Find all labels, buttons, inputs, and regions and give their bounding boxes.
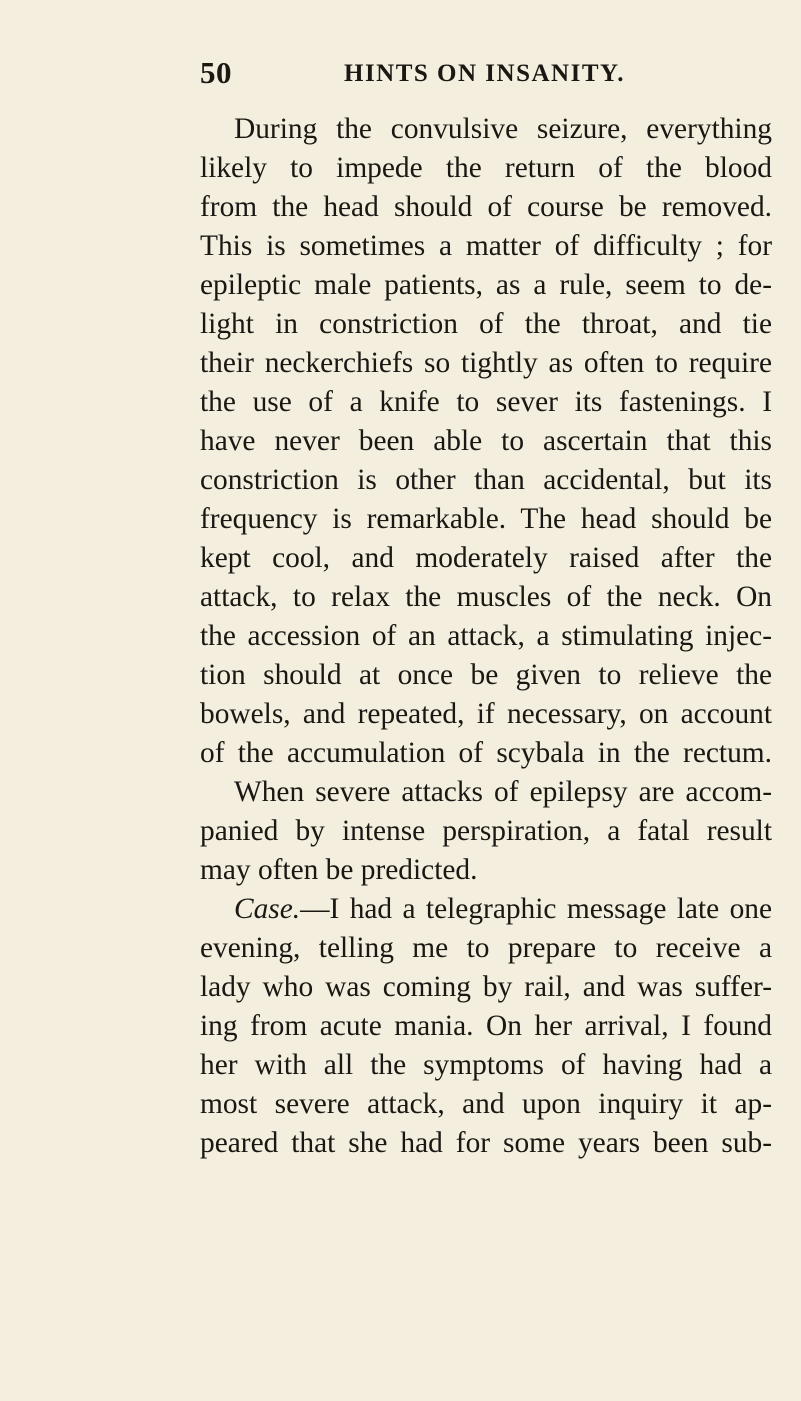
text-line: frequency is remarkable. The head should be [200, 503, 772, 535]
body-text [200, 110, 772, 1163]
text-line: When severe attacks of epilepsy are accom- [234, 776, 772, 808]
text-line: constriction is other than accidental, but its [200, 464, 772, 496]
text-line: may often be predicted. [200, 854, 478, 886]
text-line: most severe attack, and upon inquiry it ap- [200, 1088, 772, 1120]
text-line-case [200, 890, 772, 929]
page-number: 50 [200, 55, 232, 90]
text-line: During the convulsive seizure, everything [234, 113, 772, 145]
text-line: lady who was coming by rail, and was suffer- [200, 971, 772, 1003]
text-line: evening, telling me to prepare to receive a [200, 932, 772, 964]
text-line: light in constriction of the throat, and tie [200, 308, 772, 340]
text-line: have never been able to ascertain that this [200, 425, 772, 457]
text-line: from the head should of course be removed. [200, 191, 772, 223]
text-line: the accession of an attack, a stimulating injec- [200, 620, 772, 652]
text-line: peared that she had for some years been sub- [200, 1127, 772, 1159]
running-title: HINTS ON INSANITY. [344, 60, 626, 87]
text-line: of the accumulation of scybala in the rectum. [200, 737, 772, 769]
text-line: likely to impede the return of the blood [200, 152, 772, 184]
text-line: epileptic male patients, as a rule, seem to de- [200, 269, 772, 301]
text-line: their neckerchiefs so tightly as often to require [200, 347, 772, 379]
text-line: kept cool, and moderately raised after the [200, 542, 772, 574]
text-line: bowels, and repeated, if necessary, on account [200, 698, 772, 730]
text-line: panied by intense perspiration, a fatal result [200, 815, 772, 847]
text-line: attack, to relax the muscles of the neck. On [200, 581, 772, 613]
text-line: tion should at once be given to relieve the [200, 659, 772, 691]
running-head [0, 56, 801, 90]
text-line: This is sometimes a matter of difficulty ; for [200, 230, 772, 262]
case-text: —I had a telegraphic message late one [300, 893, 772, 925]
text-line: her with all the symptoms of having had a [200, 1049, 772, 1081]
case-label: Case. [234, 893, 301, 925]
text-line: ing from acute mania. On her arrival, I found [200, 1010, 772, 1042]
text-line: the use of a knife to sever its fastenings. I [200, 386, 772, 418]
